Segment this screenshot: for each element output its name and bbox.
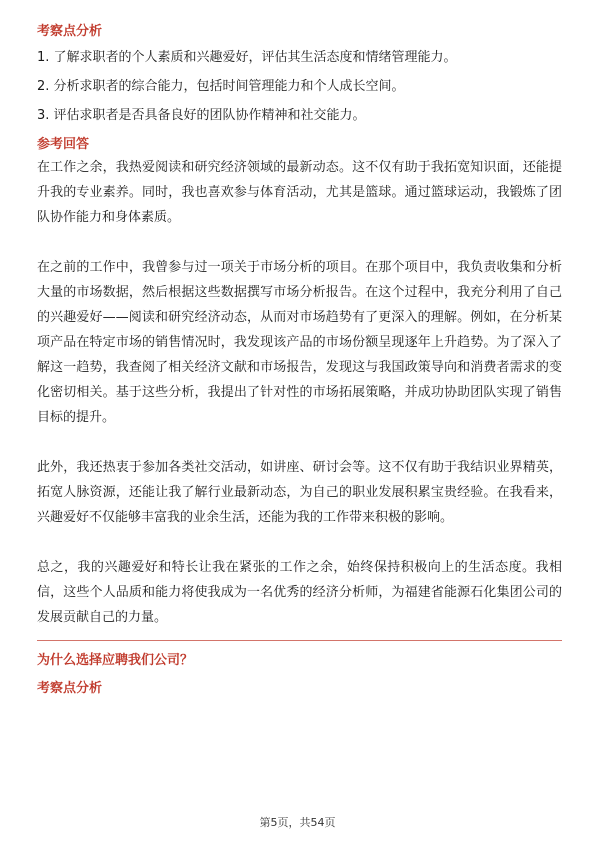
analysis-heading: 考察点分析 bbox=[37, 24, 103, 39]
next-question-title: 为什么选择应聘我们公司？ bbox=[37, 653, 194, 668]
section-divider bbox=[37, 640, 562, 641]
list-item: 3. 评估求职者是否具备良好的团队协作精神和社交能力。 bbox=[37, 108, 366, 123]
answer-paragraph: 总之，我的兴趣爱好和特长让我在紧张的工作之余，始终保持积极向上的生活态度。我相信，这些个人品质和能力将使我成为一名优秀的经济分析师，为福建省能源石化集团公司的发展贡献自己的力量。 bbox=[37, 560, 562, 625]
answer-body bbox=[37, 155, 562, 630]
answer-paragraph: 在之前的工作中，我曾参与过一项关于市场分析的项目。在那个项目中，我负责收集和分析大量的市场数据，然后根据这些数据撰写市场分析报告。在这个过程中，我充分利用了自己的兴趣爱好——阅读和研究经济动态，从而对市场趋势有了更深入的理解。例如，在分析某项产品在特定市场的销售情况时，我发现该产品的市场份额呈现逐年上升趋势。为了深入了解这一趋势，我查阅了相关经济文献和市场报告，发现这与我国政策导向和消费者需求的变化密切相关。基于这些分析，我提出了针对性的市场拓展策略，并成功协助团队实现了销售目标的提升。 bbox=[37, 260, 562, 425]
document-page bbox=[37, 22, 562, 705]
list-item: 1. 了解求职者的个人素质和兴趣爱好，评估其生活态度和情绪管理能力。 bbox=[37, 50, 457, 65]
next-analysis-heading: 考察点分析 bbox=[37, 681, 103, 696]
list-item: 2. 分析求职者的综合能力，包括时间管理能力和个人成长空间。 bbox=[37, 79, 405, 94]
page-number: 第5页，共54页 bbox=[259, 816, 336, 829]
answer-paragraph: 在工作之余，我热爱阅读和研究经济领域的最新动态。这不仅有助于我拓宽知识面，还能提升我的专业素养。同时，我也喜欢参与体育活动，尤其是篮球。通过篮球运动，我锻炼了团队协作能力和身体素质。 bbox=[37, 160, 562, 225]
analysis-list bbox=[37, 48, 562, 126]
answer-paragraph: 此外，我还热衷于参加各类社交活动，如讲座、研讨会等。这不仅有助于我结识业界精英，拓宽人脉资源，还能让我了解行业最新动态，为自己的职业发展积累宝贵经验。在我看来，兴趣爱好不仅能够丰富我的业余生活，还能为我的工作带来积极的影响。 bbox=[37, 460, 562, 525]
answer-heading: 参考回答 bbox=[37, 137, 90, 152]
